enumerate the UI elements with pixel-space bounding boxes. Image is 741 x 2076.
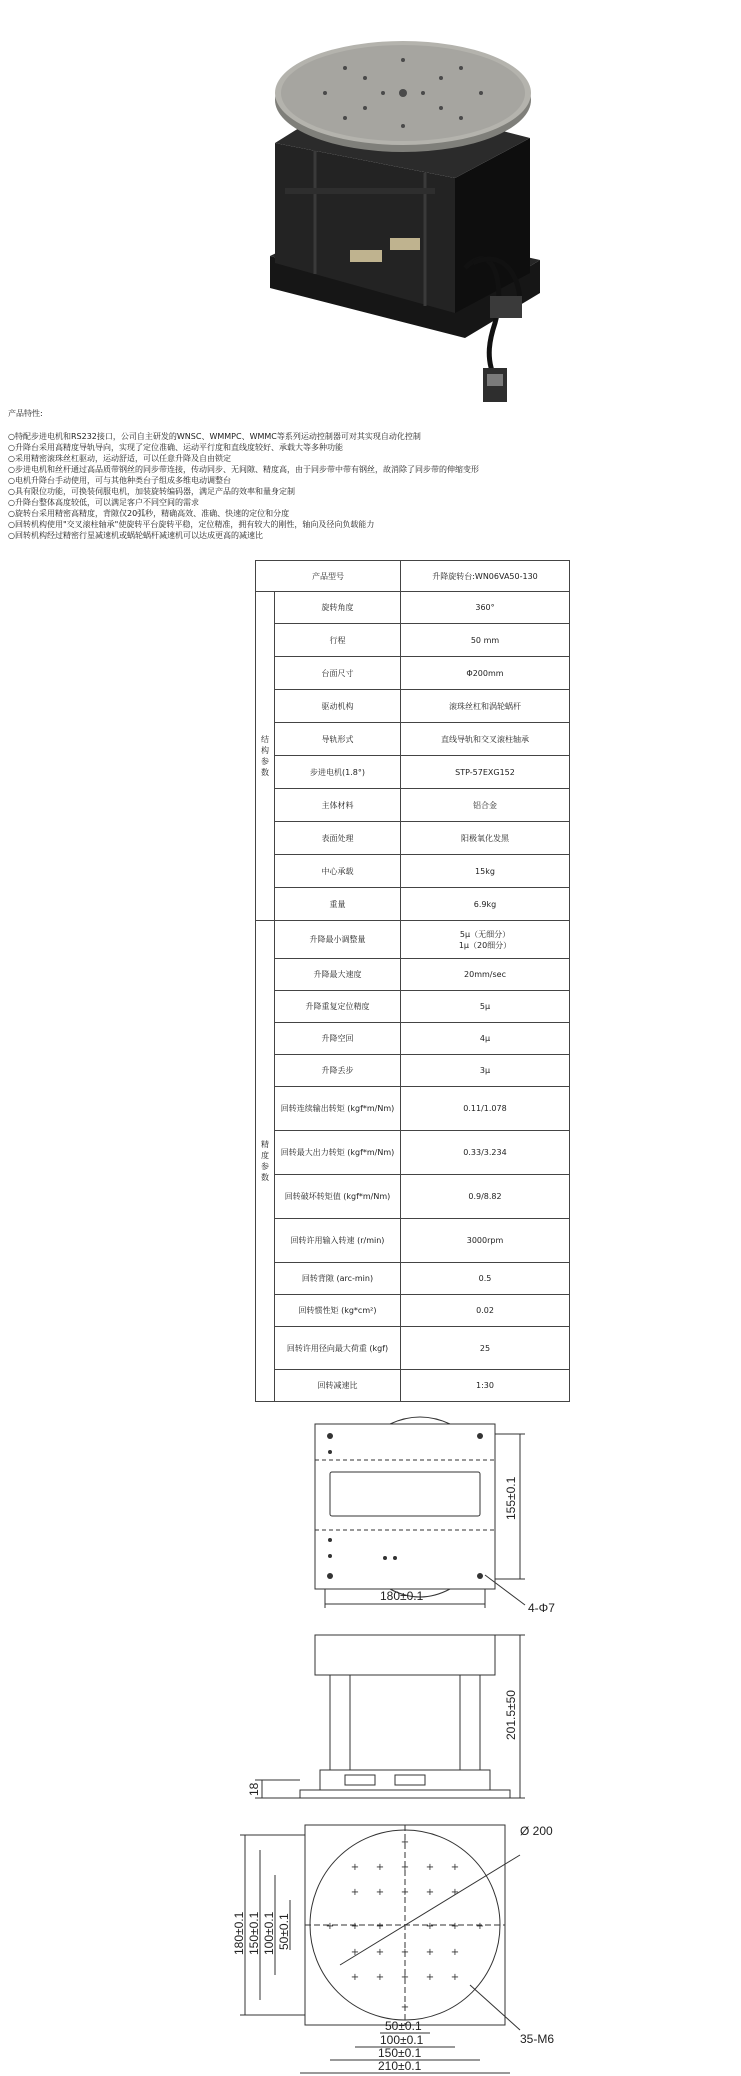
table-row (256, 959, 570, 991)
row-value: Φ200mm (401, 657, 570, 690)
svg-text:+: + (400, 1887, 410, 1898)
product-features (8, 408, 733, 541)
drawing-plate-view (0, 1815, 741, 2076)
table-row (256, 921, 570, 959)
row-value: 4μ (401, 1023, 570, 1055)
group-precision: 精度参数 (256, 921, 275, 1402)
dim-plate-diameter: Ø 200 (520, 1824, 553, 1838)
table-row (256, 1219, 570, 1263)
row-label: 升降丢步 (275, 1055, 401, 1087)
row-label: 步进电机(1.8°) (275, 756, 401, 789)
svg-text:+: + (375, 1921, 385, 1932)
svg-text:+: + (375, 1947, 385, 1958)
row-value: 360° (401, 592, 570, 624)
svg-text:+: + (400, 1972, 410, 1983)
row-value: STP-57EXG152 (401, 756, 570, 789)
feature-item: ○回转机构使用"交叉滚柱轴承"使旋转平台旋转平稳，定位精准，拥有较大的刚性，轴向及径向负载能力 (8, 520, 375, 529)
row-value: 0.33/3.234 (401, 1131, 570, 1175)
svg-text:+: + (450, 1862, 460, 1873)
dim-h210: 210±0.1 (378, 2059, 422, 2073)
svg-text:+: + (450, 1947, 460, 1958)
svg-text:+: + (425, 1921, 435, 1932)
feature-item: ○步进电机和丝杆通过高品质带钢丝的同步带连接，传动同步、无间隙、精度高，由于同步带中带有钢丝，故消除了同步带的伸缩变形 (8, 465, 479, 474)
feature-item: ○升降台整体高度较低，可以满足客户不同空间的需求 (8, 498, 199, 507)
table-row (256, 756, 570, 789)
dim-hole-note: 4-Φ7 (528, 1601, 555, 1615)
feature-item: ○旋转台采用精密高精度，背隙仅20弧秒，精确高效、准确、快速的定位和分度 (8, 509, 290, 518)
table-row (256, 855, 570, 888)
row-value: 3000rpm (401, 1219, 570, 1263)
table-row (256, 1087, 570, 1131)
row-label: 回转许用径向最大荷重 (kgf) (275, 1327, 401, 1370)
dim-h150: 150±0.1 (378, 2046, 422, 2060)
svg-text:+: + (375, 1887, 385, 1898)
row-value: 0.02 (401, 1295, 570, 1327)
dim-side-height: 201.5±50 (504, 1690, 518, 1740)
row-label: 主体材料 (275, 789, 401, 822)
row-value: 3μ (401, 1055, 570, 1087)
row-label: 回转破坏转矩值 (kgf*m/Nm) (275, 1175, 401, 1219)
feature-item: ○电机升降台手动使用，可与其他种类台子组成多维电动调整台 (8, 476, 231, 485)
table-row (256, 1263, 570, 1295)
row-value: 直线导轨和交叉滚柱轴承 (401, 723, 570, 756)
row-value: 铝合金 (401, 789, 570, 822)
dim-top-height: 155±0.1 (504, 1476, 518, 1520)
row-value: 0.9/8.82 (401, 1175, 570, 1219)
dim-side-base: 18 (247, 1782, 261, 1796)
feature-item: ○采用精密滚珠丝杠驱动，运动舒适，可以任意升降及自由锁定 (8, 454, 231, 463)
drawing-side-view (0, 1630, 741, 1815)
row-value: 15kg (401, 855, 570, 888)
svg-text:+: + (425, 1972, 435, 1983)
dim-h50: 50±0.1 (385, 2019, 422, 2033)
svg-text:+: + (425, 1887, 435, 1898)
table-row (256, 1175, 570, 1219)
table-row (256, 1055, 570, 1087)
drawing-top-view (0, 1400, 741, 1630)
table-row (256, 1327, 570, 1370)
row-label: 升降空回 (275, 1023, 401, 1055)
dim-v180: 180±0.1 (232, 1911, 246, 1955)
dim-v50: 50±0.1 (277, 1913, 291, 1950)
row-value: 阳极氧化发黑 (401, 822, 570, 855)
row-label: 导轨形式 (275, 723, 401, 756)
svg-text:+: + (350, 1862, 360, 1873)
model-value: 升降旋转台:WN06VA50-130 (401, 561, 570, 592)
table-row (256, 657, 570, 690)
svg-text:+: + (400, 1947, 410, 1958)
table-row (256, 624, 570, 657)
row-label: 回转许用输入转速 (r/min) (275, 1219, 401, 1263)
row-label: 中心承载 (275, 855, 401, 888)
row-value: 50 mm (401, 624, 570, 657)
table-row (256, 1023, 570, 1055)
row-label: 表面处理 (275, 822, 401, 855)
row-value: 0.5 (401, 1263, 570, 1295)
row-label: 行程 (275, 624, 401, 657)
table-row (256, 690, 570, 723)
row-value: 5μ (401, 991, 570, 1023)
row-value: 0.11/1.078 (401, 1087, 570, 1131)
dim-v150: 150±0.1 (247, 1911, 261, 1955)
features-title: 产品特性: (8, 409, 43, 418)
svg-text:+: + (350, 1972, 360, 1983)
row-value: 滚珠丝杠和涡轮蜗杆 (401, 690, 570, 723)
dim-top-width: 180±0.1 (380, 1589, 424, 1603)
table-row (256, 1131, 570, 1175)
table-row (256, 822, 570, 855)
feature-item: ○特配步进电机和RS232接口，公司自主研发的WNSC、WMMPC、WMMC等系列运动控制器可对其实现自动化控制 (8, 432, 421, 441)
row-label: 升降最大速度 (275, 959, 401, 991)
group-structure: 结构参数 (256, 592, 275, 921)
feature-item: ○回转机构经过精密行星减速机或蜗轮蜗杆减速机可以达成更高的减速比 (8, 531, 263, 540)
row-label: 旋转角度 (275, 592, 401, 624)
model-label: 产品型号 (256, 561, 401, 592)
row-label: 升降重复定位精度 (275, 991, 401, 1023)
table-row (256, 723, 570, 756)
row-value: 25 (401, 1327, 570, 1370)
dim-v100: 100±0.1 (262, 1911, 276, 1955)
row-value: 5μ（无细分） 1μ（20细分） (401, 921, 570, 959)
spec-table (255, 560, 570, 1402)
table-row (256, 1370, 570, 1402)
svg-text:+: + (325, 1921, 335, 1932)
table-row (256, 561, 570, 592)
svg-text:+: + (350, 1887, 360, 1898)
svg-text:+: + (450, 1921, 460, 1932)
product-photo (255, 38, 550, 408)
svg-text:+: + (425, 1947, 435, 1958)
row-label: 回转最大出力转矩 (kgf*m/Nm) (275, 1131, 401, 1175)
row-value: 20mm/sec (401, 959, 570, 991)
row-value: 1:30 (401, 1370, 570, 1402)
table-row (256, 789, 570, 822)
svg-text:+: + (350, 1921, 360, 1932)
table-row (256, 991, 570, 1023)
row-label: 驱动机构 (275, 690, 401, 723)
dim-plate-holes: 35-M6 (520, 2032, 555, 2046)
table-row (256, 592, 570, 624)
row-label: 回转背隙 (arc-min) (275, 1263, 401, 1295)
row-label: 回转连续输出转矩 (kgf*m/Nm) (275, 1087, 401, 1131)
table-row (256, 1295, 570, 1327)
row-label: 回转减速比 (275, 1370, 401, 1402)
row-value: 6.9kg (401, 888, 570, 921)
svg-text:+: + (400, 1862, 410, 1873)
svg-text:+: + (450, 1972, 460, 1983)
svg-text:+: + (375, 1862, 385, 1873)
svg-text:+: + (375, 1972, 385, 1983)
svg-text:+: + (350, 1947, 360, 1958)
row-label: 回转惯性矩 (kg*cm²) (275, 1295, 401, 1327)
svg-text:+: + (450, 1887, 460, 1898)
svg-text:+: + (475, 1921, 485, 1932)
svg-text:+: + (425, 1862, 435, 1873)
svg-text:+: + (400, 2002, 410, 2013)
row-label: 台面尺寸 (275, 657, 401, 690)
svg-text:+: + (400, 1837, 410, 1848)
feature-item: ○升降台采用高精度导轨导向，实现了定位准确、运动平行度和直线度较好、承载大等多种功能 (8, 443, 343, 452)
dim-h100: 100±0.1 (380, 2033, 424, 2047)
row-label: 重量 (275, 888, 401, 921)
table-row (256, 888, 570, 921)
row-label: 升降最小调整量 (275, 921, 401, 959)
feature-item: ○具有限位功能，可换装伺服电机，加装旋转编码器，满足产品的效率和量身定制 (8, 487, 295, 496)
